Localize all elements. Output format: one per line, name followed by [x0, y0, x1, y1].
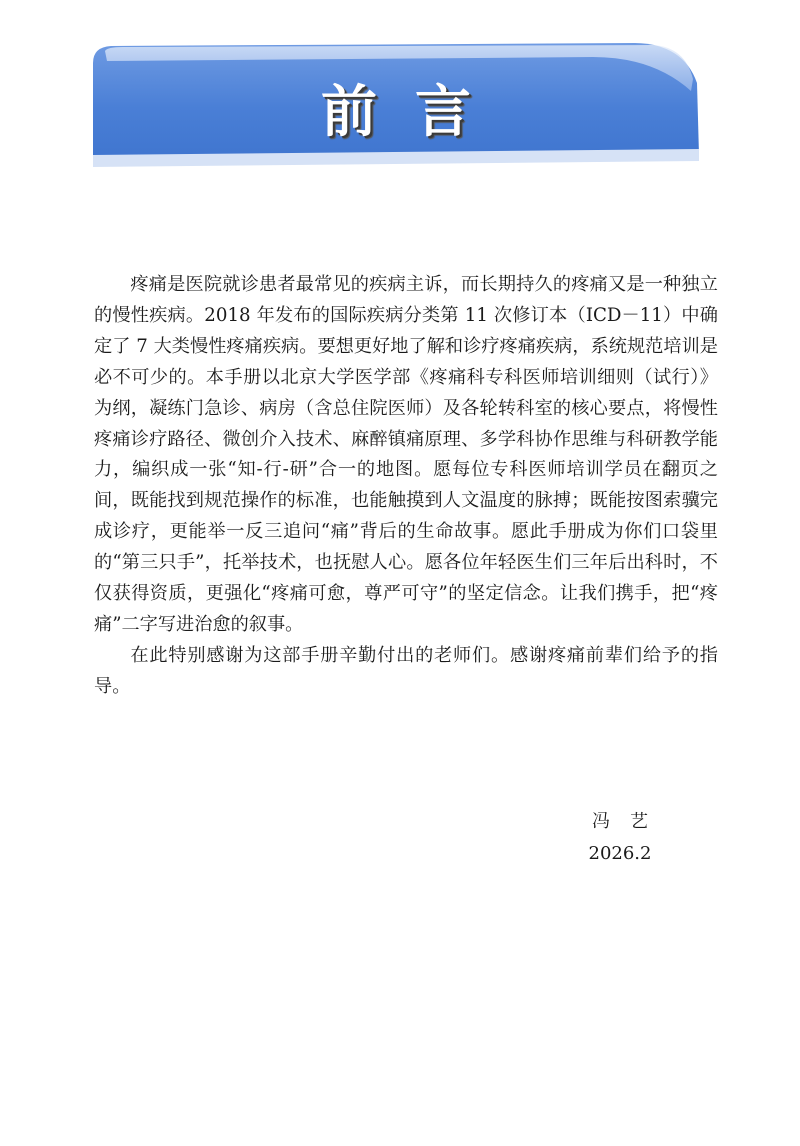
paragraph-thanks: 在此特别感谢为这部手册辛勤付出的老师们。感谢疼痛前辈们给予的指导。: [94, 644, 718, 697]
signature-date: 2026.2: [588, 843, 652, 864]
preface-body: [94, 270, 718, 703]
title-banner: [93, 43, 699, 168]
page-title: 前言: [321, 80, 509, 145]
author-name: 冯艺: [592, 811, 668, 832]
paragraph-main: 疼痛是医院就诊患者最常见的疾病主诉，而长期持久的疼痛又是一种独立的慢性疾病。2018 年发布的国际疾病分类第 11 次修订本（ICD－11）中确定了 7 大类慢性疼痛疾病。要想更好地了解和诊疗疼痛疾病，系统规范培训是必不可少的。本手册以北京大学医学部《疼痛科专科医师培训细则（试行）》为纲，凝练门急诊、病房（含总住院医师）及各轮转科室的核心要点，将慢性疼痛诊疗路径、微创介入技术、麻醉镇痛原理、多学科协作思维与科研教学能力，编织成一张“知-行-研”合一的地图。愿每位专科医师培训学员在翻页之间，既能找到规范操作的标准，也能触摸到人文温度的脉搏；既能按图索骥完成诊疗，更能举一反三追问“痛”背后的生命故事。愿此手册成为你们口袋里的“第三只手”，托举技术，也抚慰人心。愿各位年轻医生们三年后出科时，不仅获得资质，更强化“疼痛可愈，尊严可守”的坚定信念。让我们携手，把“疼痛”二字写进治愈的叙事。: [94, 274, 718, 635]
